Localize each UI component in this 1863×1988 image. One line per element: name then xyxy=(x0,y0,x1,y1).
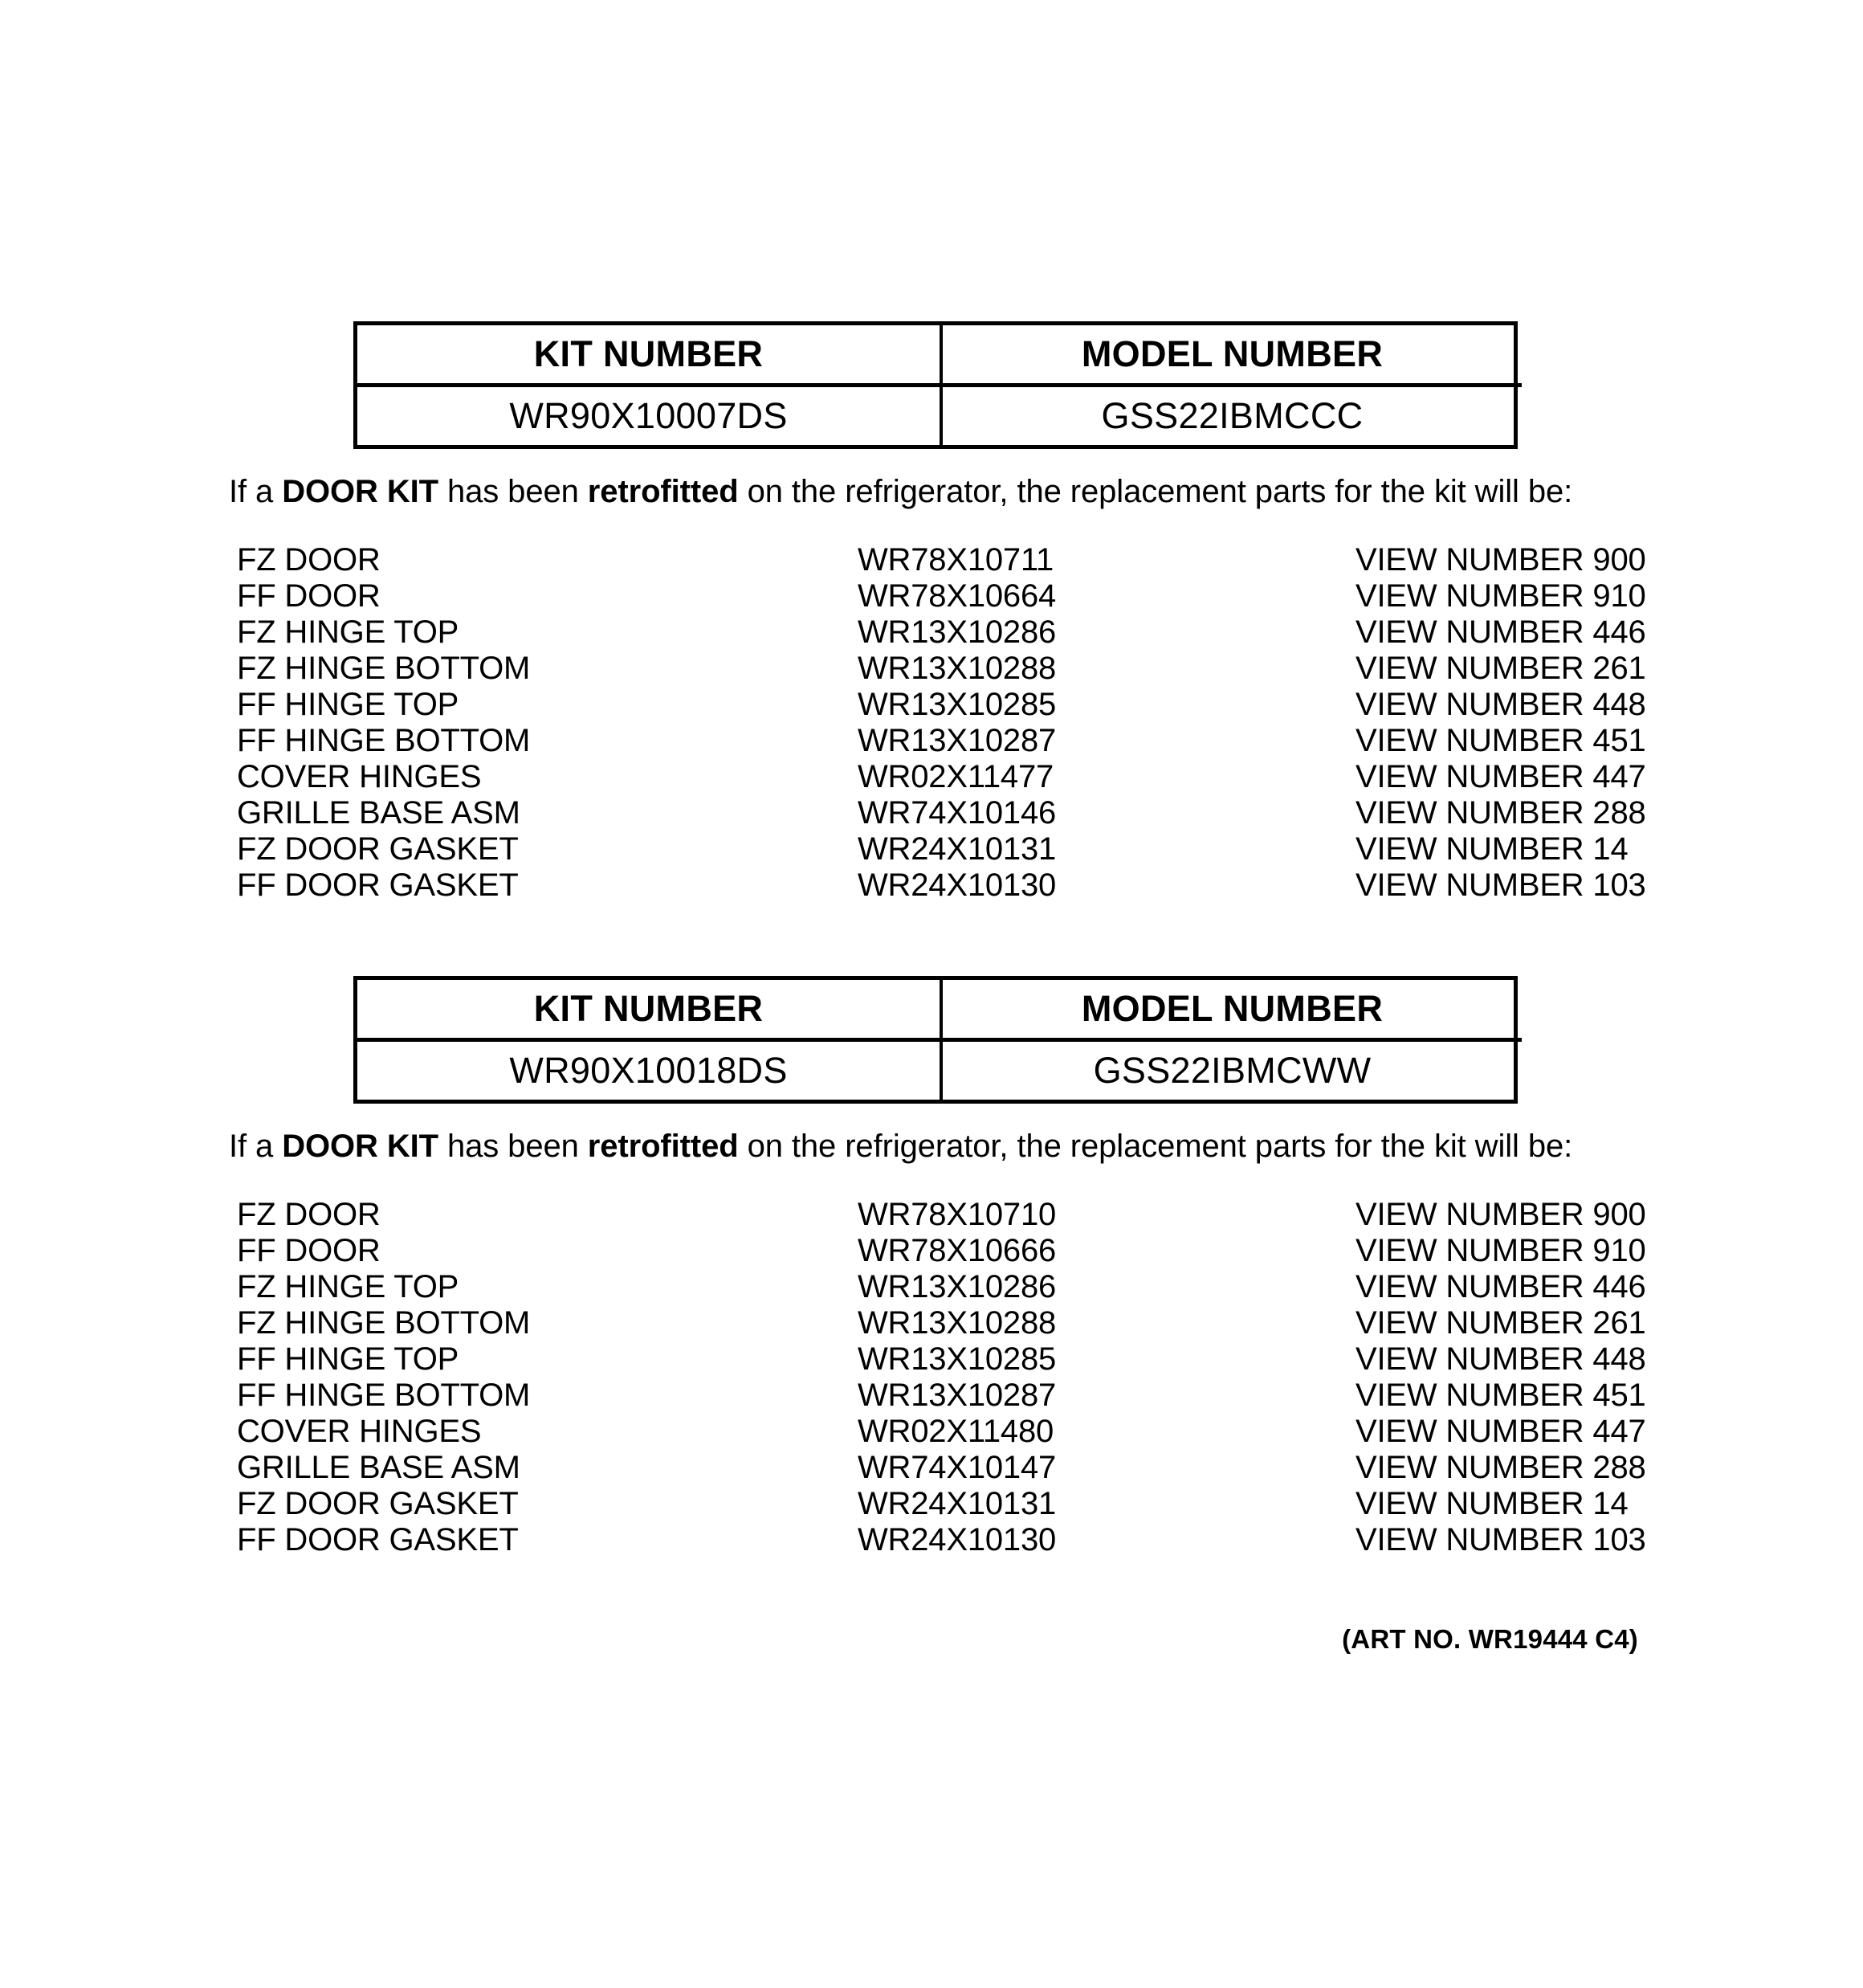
part-number: WR78X10664 xyxy=(858,578,1057,614)
part-name: FZ DOOR xyxy=(237,542,381,578)
view-number: VIEW NUMBER 288 xyxy=(1355,795,1646,831)
table-row xyxy=(357,386,1522,446)
part-number: WR24X10130 xyxy=(858,1522,1057,1557)
list-item xyxy=(0,795,1863,831)
list-item xyxy=(0,1197,1863,1233)
list-item xyxy=(0,578,1863,614)
view-number: VIEW NUMBER 14 xyxy=(1355,1486,1629,1521)
part-name: FZ DOOR GASKET xyxy=(237,1486,519,1521)
intro-suffix: on the refrigerator, the replacement parts for the kit will be: xyxy=(738,474,1573,509)
part-name: FF HINGE BOTTOM xyxy=(237,723,531,758)
part-name: FF DOOR GASKET xyxy=(237,867,519,903)
intro-bold-door-kit: DOOR KIT xyxy=(282,474,438,509)
part-name: FZ HINGE TOP xyxy=(237,1269,459,1304)
kit-number-value: WR90X10007DS xyxy=(357,386,941,446)
part-name: COVER HINGES xyxy=(237,1414,482,1449)
part-name: FF DOOR xyxy=(237,1233,381,1268)
list-item xyxy=(0,831,1863,867)
view-number: VIEW NUMBER 910 xyxy=(1355,1233,1646,1268)
kit-info-table-1 xyxy=(353,321,1518,449)
part-number: WR13X10286 xyxy=(858,1269,1057,1304)
parts-list-1 xyxy=(0,542,1863,904)
list-item xyxy=(0,651,1863,687)
parts-list-2 xyxy=(0,1197,1863,1558)
view-number: VIEW NUMBER 910 xyxy=(1355,578,1646,614)
list-item xyxy=(0,1341,1863,1378)
intro-suffix: on the refrigerator, the replacement parts for the kit will be: xyxy=(738,1129,1573,1164)
view-number: VIEW NUMBER 14 xyxy=(1355,831,1629,867)
view-number: VIEW NUMBER 900 xyxy=(1355,542,1646,578)
part-number: WR13X10285 xyxy=(858,687,1057,722)
intro-bold-door-kit: DOOR KIT xyxy=(282,1129,438,1164)
part-number: WR78X10711 xyxy=(858,542,1054,578)
part-number: WR13X10287 xyxy=(858,723,1057,758)
kit-section-1 xyxy=(0,321,1863,904)
intro-bold-retrofitted: retrofitted xyxy=(587,474,739,509)
part-number: WR13X10287 xyxy=(858,1378,1057,1413)
art-number-footer: (ART NO. WR19444 C4) xyxy=(1342,1624,1638,1654)
view-number: VIEW NUMBER 103 xyxy=(1355,867,1646,903)
kit-section-2 xyxy=(0,976,1863,1558)
list-item xyxy=(0,759,1863,795)
model-number-header: MODEL NUMBER xyxy=(941,325,1522,386)
kit-number-header: KIT NUMBER xyxy=(357,980,941,1040)
kit-info-table-2 xyxy=(353,976,1518,1104)
view-number: VIEW NUMBER 261 xyxy=(1355,651,1646,686)
list-item xyxy=(0,1305,1863,1341)
list-item xyxy=(0,1414,1863,1450)
model-number-value: GSS22IBMCCC xyxy=(1101,395,1364,436)
intro-middle: has been xyxy=(438,1129,588,1164)
part-name: FF HINGE TOP xyxy=(237,1341,459,1377)
model-number-header: MODEL NUMBER xyxy=(941,980,1522,1040)
view-number: VIEW NUMBER 448 xyxy=(1355,687,1646,722)
list-item xyxy=(0,1269,1863,1305)
view-number: VIEW NUMBER 447 xyxy=(1355,1414,1646,1449)
list-item xyxy=(0,1486,1863,1522)
part-number: WR24X10131 xyxy=(858,1486,1057,1521)
part-name: FZ DOOR xyxy=(237,1197,381,1232)
list-item xyxy=(0,614,1863,651)
part-name: FF HINGE BOTTOM xyxy=(237,1378,531,1413)
part-name: FF DOOR GASKET xyxy=(237,1522,519,1557)
part-name: GRILLE BASE ASM xyxy=(237,1450,520,1485)
intro-prefix: If a xyxy=(229,474,283,509)
table-header-row xyxy=(357,325,1522,386)
table-header-row xyxy=(357,980,1522,1040)
model-number-value: GSS22IBMCWW xyxy=(1093,1050,1372,1091)
view-number: VIEW NUMBER 451 xyxy=(1355,723,1646,758)
view-number: VIEW NUMBER 451 xyxy=(1355,1378,1646,1413)
part-name: GRILLE BASE ASM xyxy=(237,795,520,831)
part-number: WR13X10288 xyxy=(858,651,1057,686)
view-number: VIEW NUMBER 446 xyxy=(1355,614,1646,650)
retrofit-intro-sentence xyxy=(229,1126,1863,1166)
part-name: FZ DOOR GASKET xyxy=(237,831,519,867)
view-number: VIEW NUMBER 900 xyxy=(1355,1197,1646,1232)
part-number: WR74X10146 xyxy=(858,795,1057,831)
part-number: WR13X10285 xyxy=(858,1341,1057,1377)
part-number: WR13X10286 xyxy=(858,614,1057,650)
intro-middle: has been xyxy=(438,474,588,509)
part-number: WR24X10131 xyxy=(858,831,1057,867)
list-item xyxy=(0,1378,1863,1414)
part-number: WR78X10710 xyxy=(858,1197,1057,1232)
list-item xyxy=(0,687,1863,723)
intro-bold-retrofitted: retrofitted xyxy=(587,1129,739,1164)
intro-prefix: If a xyxy=(229,1129,283,1164)
list-item xyxy=(0,1233,1863,1269)
view-number: VIEW NUMBER 446 xyxy=(1355,1269,1646,1304)
part-name: FZ HINGE TOP xyxy=(237,614,459,650)
part-name: FF DOOR xyxy=(237,578,381,614)
table-row xyxy=(357,1040,1522,1100)
view-number: VIEW NUMBER 448 xyxy=(1355,1341,1646,1377)
list-item xyxy=(0,867,1863,904)
part-number: WR13X10288 xyxy=(858,1305,1057,1341)
list-item xyxy=(0,1522,1863,1558)
list-item xyxy=(0,1450,1863,1486)
view-number: VIEW NUMBER 103 xyxy=(1355,1522,1646,1557)
kit-number-value: WR90X10018DS xyxy=(357,1040,941,1100)
retrofit-intro-sentence xyxy=(229,471,1863,512)
part-number: WR24X10130 xyxy=(858,867,1057,903)
view-number: VIEW NUMBER 447 xyxy=(1355,759,1646,794)
list-item xyxy=(0,723,1863,759)
list-item xyxy=(0,542,1863,578)
view-number: VIEW NUMBER 288 xyxy=(1355,1450,1646,1485)
part-name: COVER HINGES xyxy=(237,759,482,794)
kit-number-header: KIT NUMBER xyxy=(357,325,941,386)
part-name: FZ HINGE BOTTOM xyxy=(237,651,531,686)
part-number: WR02X11477 xyxy=(858,759,1054,794)
part-name: FZ HINGE BOTTOM xyxy=(237,1305,531,1341)
part-number: WR02X11480 xyxy=(858,1414,1054,1449)
part-number: WR74X10147 xyxy=(858,1450,1057,1485)
part-number: WR78X10666 xyxy=(858,1233,1057,1268)
part-name: FF HINGE TOP xyxy=(237,687,459,722)
view-number: VIEW NUMBER 261 xyxy=(1355,1305,1646,1341)
